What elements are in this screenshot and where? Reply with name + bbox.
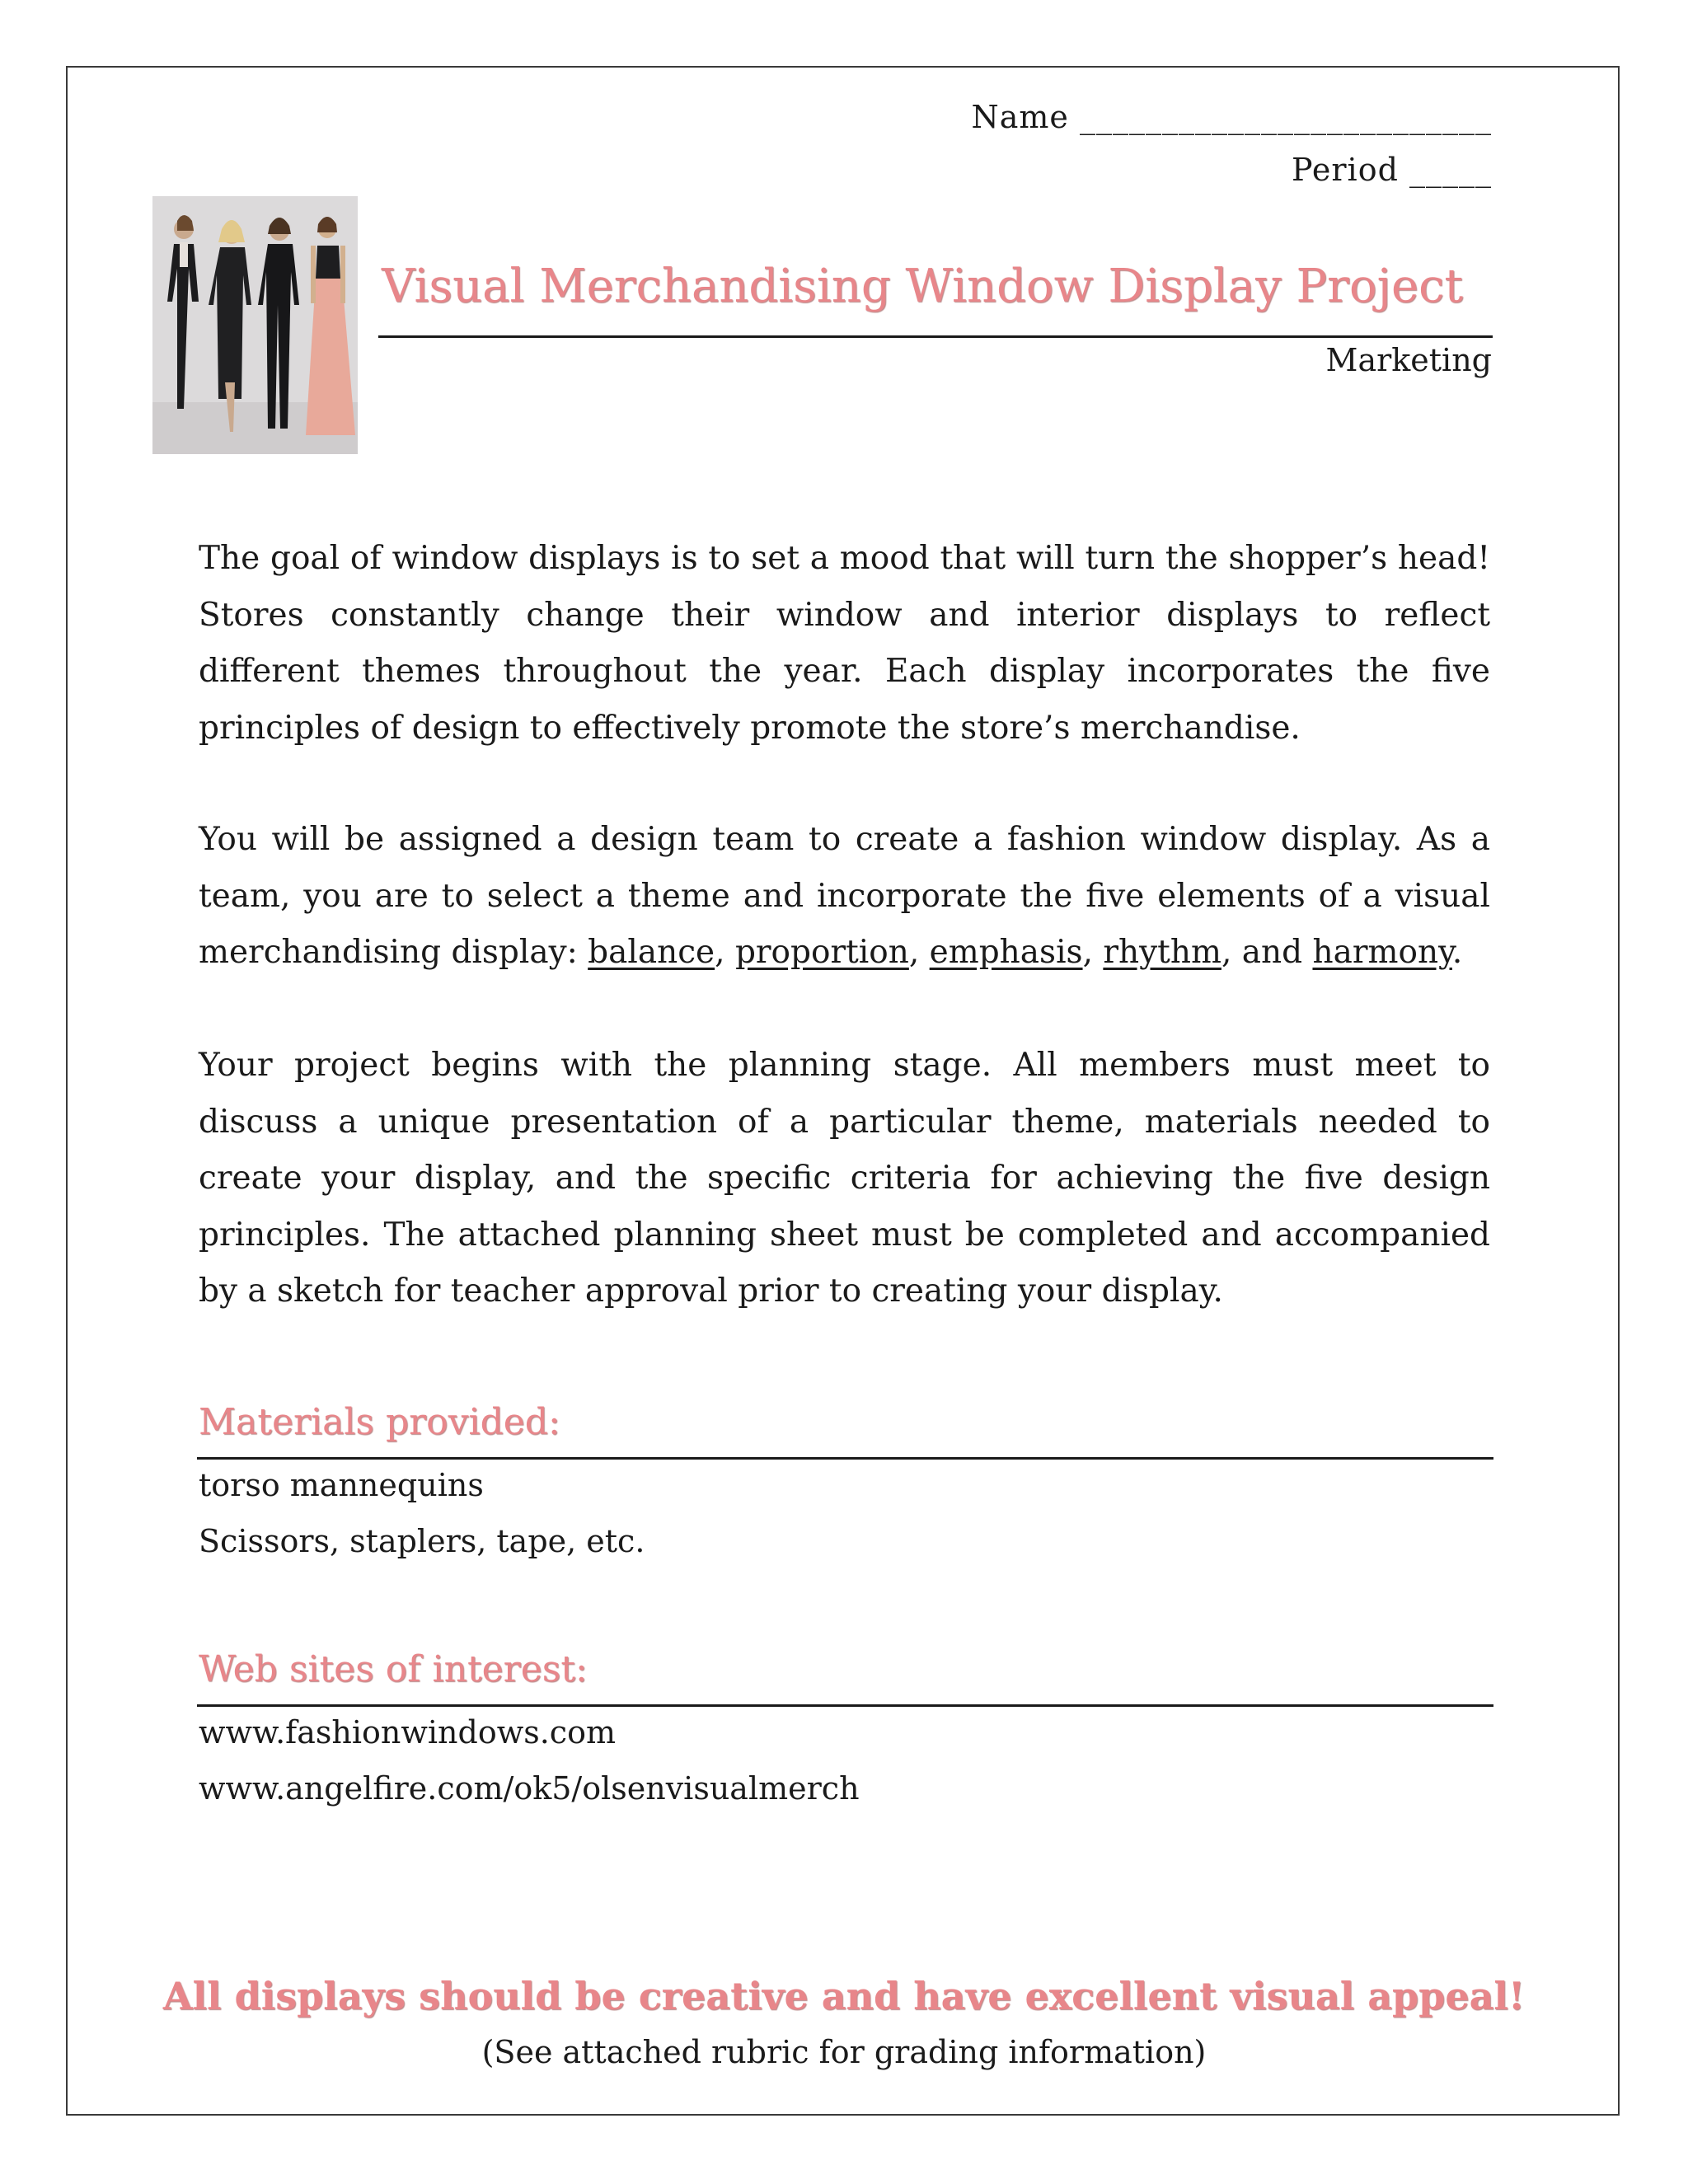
rubric-note: (See attached rubric for grading information) — [481, 2034, 1207, 2070]
title-divider — [378, 335, 1493, 338]
name-field — [971, 99, 1492, 135]
term-separator: , and — [1221, 934, 1313, 971]
term-separator: , — [715, 934, 735, 971]
term-balance: balance — [588, 934, 715, 971]
term-proportion: proportion — [734, 934, 909, 971]
websites-divider — [197, 1704, 1493, 1707]
period-blank: _____ — [1409, 152, 1492, 188]
team-paragraph — [199, 812, 1490, 982]
materials-heading: Materials provided: — [199, 1401, 560, 1443]
closing-statement: All displays should be creative and have excellent visual appeal! — [162, 1974, 1526, 2018]
term-rhythm: rhythm — [1103, 934, 1221, 971]
fashion-models-icon — [152, 196, 358, 454]
name-label: Name — [971, 99, 1069, 135]
period-field — [1292, 152, 1492, 188]
term-harmony: harmony — [1312, 934, 1452, 971]
materials-item: torso mannequins — [199, 1467, 484, 1503]
website-link[interactable]: www.angelfire.com/ok5/olsenvisualmerch — [199, 1770, 860, 1807]
websites-heading: Web sites of interest: — [199, 1648, 588, 1690]
period-label: Period — [1292, 152, 1399, 188]
term-separator: , — [1082, 934, 1104, 971]
page-title: Visual Merchandising Window Display Project — [382, 260, 1464, 313]
materials-divider — [197, 1457, 1493, 1460]
materials-item: Scissors, staplers, tape, etc. — [199, 1523, 645, 1559]
planning-paragraph: Your project begins with the planning stage. All members must meet to discuss a unique presentation of a particular theme, materials needed to create your display, and the specific criteria for achieving the five design principles. The attached planning sheet must be completed and accompanied by a sketch for teacher approval prior to creating your display. — [199, 1047, 1490, 1310]
team-paragraph-text: You will be assigned a design team to create a fashion window display. As a team, you are to select a theme and incorporate the five elements of a visual merchandising display: — [199, 821, 1490, 971]
term-end: . — [1451, 934, 1463, 971]
website-link[interactable]: www.fashionwindows.com — [199, 1714, 617, 1750]
subject-label: Marketing — [1325, 342, 1492, 378]
intro-paragraph: The goal of window displays is to set a mood that will turn the shopper’s head! Stores constantly change their window and interior displays to reflect different themes throughout the year. Each display incorporates the five principles of design to effectively promote the store’s merchandise. — [199, 540, 1490, 747]
term-separator: , — [908, 934, 930, 971]
term-emphasis: emphasis — [929, 934, 1083, 971]
fashion-models-illustration — [152, 196, 358, 454]
name-blank: _________________________ — [1080, 99, 1492, 135]
